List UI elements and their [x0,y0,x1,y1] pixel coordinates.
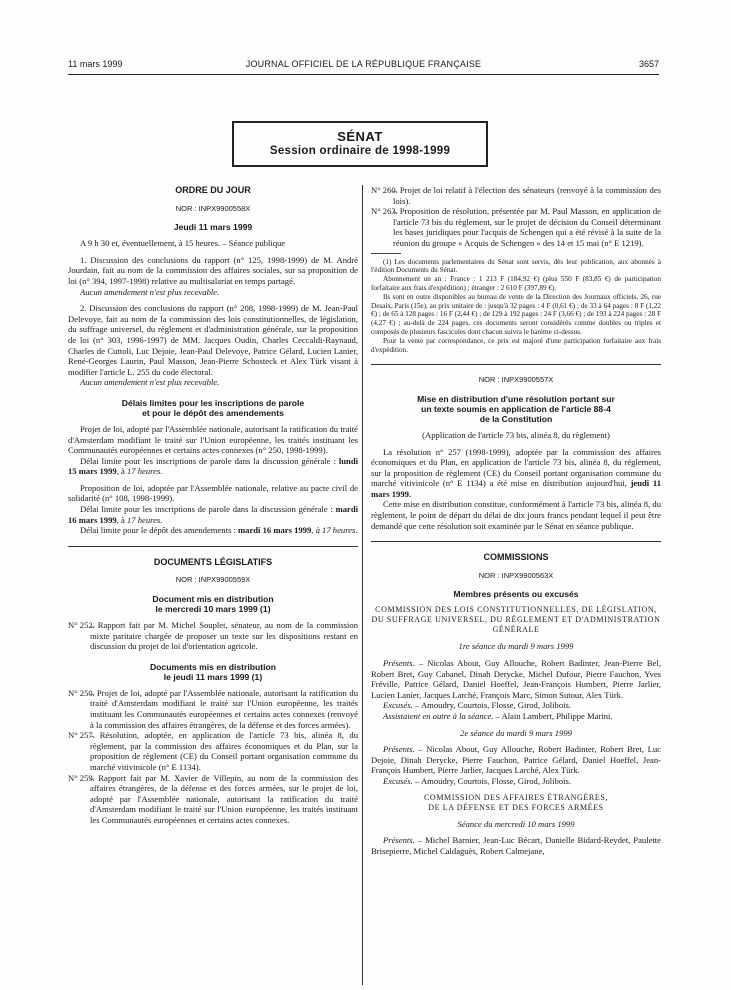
delais-pacs-parole: Délai limite pour les inscriptions de parole dans la discussion générale : mardi 16 mars 1999, à 17 heures. [68,504,359,525]
docs-sub2-line2: le jeudi 11 mars 1999 (1) [163,671,263,682]
docs-sub1-line2: le mercredi 10 mars 1999 (1) [155,604,271,615]
seance-3-presents: Présents. – Michel Barnier, Jean-Luc Bécart, Danielle Bidard-Reydet, Paulette Brisepierre, Michel Caldaguès, Robert Calmejane, [371,835,661,856]
seance-1-assistaient: Assistaient en outre à la séance. – Alain Lambert, Philippe Marini. [383,711,613,722]
left-column [68,185,358,826]
mise-sub: (Application de l'article 73 bis, alinéa 8, du règlement) [422,429,610,440]
commissions-heading: COMMISSIONS [483,552,549,563]
footnote-3: Ils sont en outre disponibles au bureau de vente de la Direction des Journaux officiels, 26, rue Desaix, Paris (15e), au prix unitaire de : jusqu'à 32 pages : 4 F (0,61 €) ; de 33 à 64 pages : 8 F (1,22 €) ; de 65 à 128 pages : 16 F (2,44 €) ; de 129 à 192 pages : 24 F (3,66 €) ; de 193 à 224 pages : 28 F (4,27 €) ; au-delà de 224 pages, ces documents seront considérés comme doubles ou triples et composés de plusieurs fascicules dont chacun suivra le barème ci-dessus. [371,292,661,336]
mise-nor: NOR : INPX9900557X [478,375,554,385]
commission-affaires-etrangeres-line2: DE LA DÉFENSE ET DES FORCES ARMÉES [428,802,604,812]
seance-1-title: 1re séance du mardi 9 mars 1999 [458,641,574,652]
doc-260: N° 260. – Projet de loi relatif à l'élection des sénateurs (renvoyé à la commission des lois). [371,185,661,206]
delais-amsterdam-parole: Délai limite pour les inscriptions de parole dans la discussion générale : lundi 15 mars 1999, à 17 heures. [68,455,358,477]
header-date: 11 mars 1999 [68,59,123,69]
mise-para-2: Cette mise en distribution constitue, conformément à l'article 73 bis, alinéa 8, du règlement, le point de départ du délai de dix jours francs pendant lequel il peut être demandé que cette résolution soit examinée par le Sénat en séance publique. [371,499,661,531]
docs-nor: NOR : INPX9900559X [175,575,251,585]
mise-heading-1: Mise en distribution d'une résolution portant sur [417,393,615,404]
mise-heading-3: de la Constitution [479,413,553,424]
doc-252: N° 252. – Rapport fait par M. Michel Souplet, sénateur, au nom de la commission mixte paritaire chargée de proposer un texte sur les dispositions restant en discussion du projet de loi d'orientation agricole. [68,620,358,652]
doc-263: N° 263. – Proposition de résolution, présentée par M. Paul Masson, en application de l'article 73 bis du règlement, sur le projet de décision du Conseil déterminant les bases juridiques pour l'acquis de Schengen qui a été révisé à la suite de la réunion du groupe « Acquis de Schengen » des 14 et 15 mai (n° E 1219). [371,206,661,248]
footnote-1: (1) Les documents parlementaires du Sénat sont servis, dès leur publication, aux abonnés à l'édition Documents du Sénat. [371,257,661,275]
seance-1-presents: Présents. – Nicolas About, Guy Allouche, Robert Badinter, Jean-Pierre Bel, Robert Bret, Guy Cabanel, Dinah Derycke, Michel Dufour, Pierre Fauchon, Yves Fréville, Patrice Gélard, Daniel Hoeffel, Jean-François Humbert, Pierre Jarlier, Lucien Lanier, Jacques Larché, François Marc, Simon Sutour, Alex Türk. [371,658,661,700]
header-page-number: 3657 [638,59,659,69]
seance-3-title: Séance du mercredi 10 mars 1999 [457,818,575,829]
ordre-item-2-note: Aucun amendement n'est plus recevable. [80,377,220,388]
commission-affaires-etrangeres-line1: COMMISSION DES AFFAIRES ÉTRANGÈRES, [424,792,608,802]
section-rule [371,364,661,365]
delais-amsterdam: Projet de loi, adopté par l'Assemblée nationale, autorisant la ratification du traité d'Amsterdam modifiant le traité sur l'Union européenne, les traités instituant les Communautés européennes et certains actes connexes (n° 250, 1998-1999). [68,423,358,456]
seance-2-title: 2e séance du mardi 9 mars 1999 [460,727,572,738]
footnote-rule [371,253,401,254]
ordre-seance: A 9 h 30 et, éventuellement, à 15 heures. – Séance publique [80,238,286,249]
ordre-item-1: 1. Discussion des conclusions du rapport (n° 125, 1998-1999) de M. André Jourdain, fait au nom de la commission des affaires sociales, sur sa proposition de loi (n° 394, 1997-1998) relative au multisalariat en temps partagé. [68,254,358,286]
section-rule [371,541,661,542]
seance-1-excuses: Excusés. – Amoudry, Courtois, Flosse, Girod, Jolibois. [383,700,572,711]
section-rule [68,546,358,547]
docs-heading: DOCUMENTS LÉGISLATIFS [153,556,273,567]
seance-2-presents: Présents. – Nicolas About, Guy Allouche, Robert Badinter, Robert Bret, Luc Dejoie, Dinah Derycke, Pierre Fauchon, Patrice Gélard, Daniel Hoeffel, Jean-François Humbert, Pierre Jarlier, Jacques Larché, Alex Türk. [371,744,661,776]
commission-lois-name: COMMISSION DES LOIS CONSTITUTIONNELLES, DE LÉGISLATION, DU SUFFRAGE UNIVERSEL, DU RÈGLEMENT ET D'ADMINISTRATION GÉNÉRALE [371,605,661,635]
seance-2-excuses: Excusés. – Amoudry, Courtois, Flosse, Girod, Jolibois. [383,775,572,786]
delais-heading-1: Délais limites pour les inscriptions de parole [121,397,305,408]
page-header [68,59,659,71]
mise-heading-2: un texte soumis en application de l'article 88-4 [421,403,611,414]
commissions-nor: NOR : INPX9900563X [478,570,554,580]
mise-para-1: La résolution n° 257 (1998-1999), adoptée par la commission des affaires économiques et du Plan, en application de l'article 73 bis, alinéa 8, du règlement, sur la proposition de règlement (CE) du Conseil portant organisation commune du marché vitivinicole (n° E 1134) a été mise en distribution aujourd'hui, jeudi 11 mars 1999. [371,446,662,499]
ordre-date: Jeudi 11 mars 1999 [173,222,253,233]
senat-title-box [232,121,488,167]
delais-pacs-amendements: Délai limite pour le dépôt des amendements : mardi 16 mars 1999, à 17 heures. [80,525,358,536]
right-column [371,185,661,856]
delais-pacs: Proposition de loi, adoptée par l'Assemblée nationale, relative au pacte civil de solidarité (n° 108, 1998-1999). [68,482,358,504]
header-rule [68,74,659,75]
doc-257: N° 257. – Résolution, adoptée, en application de l'article 73 bis, alinéa 8, du règlement, par la commission des affaires économiques et du Plan, sur la proposition de règlement (CE) du Conseil portant organisation commune du marché vitivinicole (n° E 1134). [68,730,358,772]
ordre-heading: ORDRE DU JOUR [175,185,251,195]
doc-250: N° 250. – Projet de loi, adopté par l'Assemblée nationale, autorisant la ratification du traité d'Amsterdam modifiant le traité sur l'Union européenne, les traités instituant les Communautés européennes et certains actes connexes (renvoyé à la commission des affaires étrangères, de la défense et des forces armées). [68,687,358,730]
footnote-4: Pour la vente par correspondance, ce prix est majoré d'une participation forfaitaire aux frais d'expédition. [371,336,661,354]
ordre-nor: NOR : INPX9900558X [175,203,251,213]
senat-title: SÉNAT [337,129,383,144]
delais-heading-2: et pour le dépôt des amendements [142,407,284,418]
header-journal: JOURNAL OFFICIEL DE LA RÉPUBLIQUE FRANÇAISE [245,59,482,69]
commissions-sub: Membres présents ou excusés [453,589,579,600]
ordre-item-2: 2. Discussion des conclusions du rapport (n° 208, 1998-1999) de M. Jean-Paul Delevoye, fait au nom de la commission des lois constitutionnelles, de législation, du suffrage universel, du règlement et d'administration générale, sur la proposition de loi (n° 303, 1996-1997) de MM. Jacques Oudin, Charles Ceccaldi-Raynaud, Charles de Cuttoli, Luc Dejoie, Jean-Paul Delevoye, Patrice Gélard, Lucien Lanier, René-Georges Laurin, Paul Masson, Jean-Pierre Schosteck et Alex Türk visant à modifier l'article L. 255 du code électoral. [68,303,358,377]
doc-259: N° 259. – Rapport fait par M. Xavier de Villepin, au nom de la commission des affaires étrangères, de la défense et des forces armées, sur le projet de loi, adopté par l'Assemblée nationale, autorisant la ratification du traité d'Amsterdam modifiant le traité sur l'Union européenne, les traités instituant les Communautés européennes et certains actes connexes. [68,772,358,825]
senat-session: Session ordinaire de 1998-1999 [269,145,451,157]
docs-sub1-line1: Document mis en distribution [152,594,274,605]
footnote-2: Abonnement un an : France : 1 213 F (184,92 €) (plus 550 F (83,85 €) de participation forfaitaire aux frais d'expédition) ; étranger : 2 610 F (397,89 €). [371,275,661,292]
column-divider [362,185,363,985]
ordre-item-1-note: Aucun amendement n'est plus recevable. [80,286,220,297]
docs-sub2-line1: Documents mis en distribution [149,661,277,672]
